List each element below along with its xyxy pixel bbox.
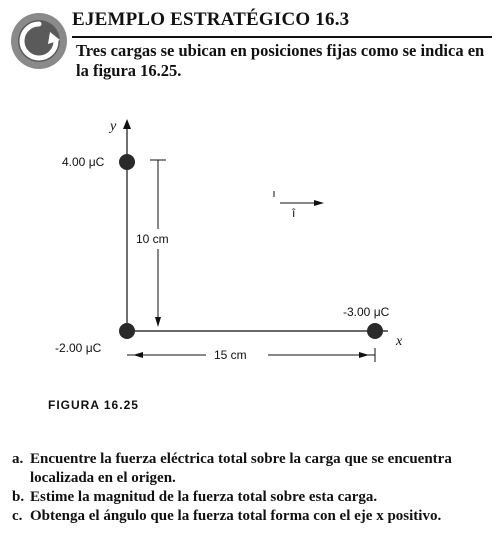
charge-top bbox=[119, 154, 135, 170]
page-title: EJEMPLO ESTRATÉGICO 16.3 bbox=[72, 9, 350, 30]
charge-top-label: 4.00 μC bbox=[62, 155, 105, 169]
dim-vertical-label: 10 cm bbox=[136, 232, 169, 246]
question-letter: b. bbox=[12, 489, 25, 505]
figure-16-25 bbox=[0, 105, 500, 405]
title-rule bbox=[72, 36, 492, 38]
question-letter: c. bbox=[12, 508, 23, 524]
charge-right bbox=[367, 323, 383, 339]
question-item bbox=[12, 450, 490, 488]
strategy-logo-icon bbox=[8, 10, 70, 72]
dim-vertical-arrow bbox=[155, 317, 161, 327]
figure-caption: FIGURA 16.25 bbox=[48, 398, 139, 412]
charge-origin bbox=[119, 323, 135, 339]
dim-horizontal-label: 15 cm bbox=[214, 348, 247, 362]
question-item bbox=[12, 488, 490, 507]
question-item bbox=[12, 507, 490, 526]
charge-origin-label: -2.00 μC bbox=[55, 341, 102, 355]
question-text: Estime la magnitud de la fuerza total sobre esta carga. bbox=[30, 489, 378, 505]
dim-horizontal-arrow-left bbox=[133, 352, 143, 358]
unit-vector-label: î bbox=[292, 206, 296, 220]
y-axis-label: y bbox=[110, 119, 117, 134]
y-axis-arrow bbox=[123, 119, 131, 129]
question-list bbox=[12, 450, 490, 526]
dim-horizontal-arrow-right bbox=[359, 352, 369, 358]
question-letter: a. bbox=[12, 451, 24, 467]
question-text: Encuentre la fuerza eléctrica total sobre la carga que se encuentra localizada en el origen. bbox=[30, 451, 452, 486]
question-text: Obtenga el ángulo que la fuerza total forma con el eje x positivo. bbox=[30, 508, 442, 524]
intro-text: Tres cargas se ubican en posiciones fijas como se indica en la figura 16.25. bbox=[76, 41, 485, 80]
charge-right-label: -3.00 μC bbox=[343, 305, 390, 319]
x-axis-label: x bbox=[396, 334, 403, 349]
unit-vector-arrow bbox=[314, 200, 324, 206]
